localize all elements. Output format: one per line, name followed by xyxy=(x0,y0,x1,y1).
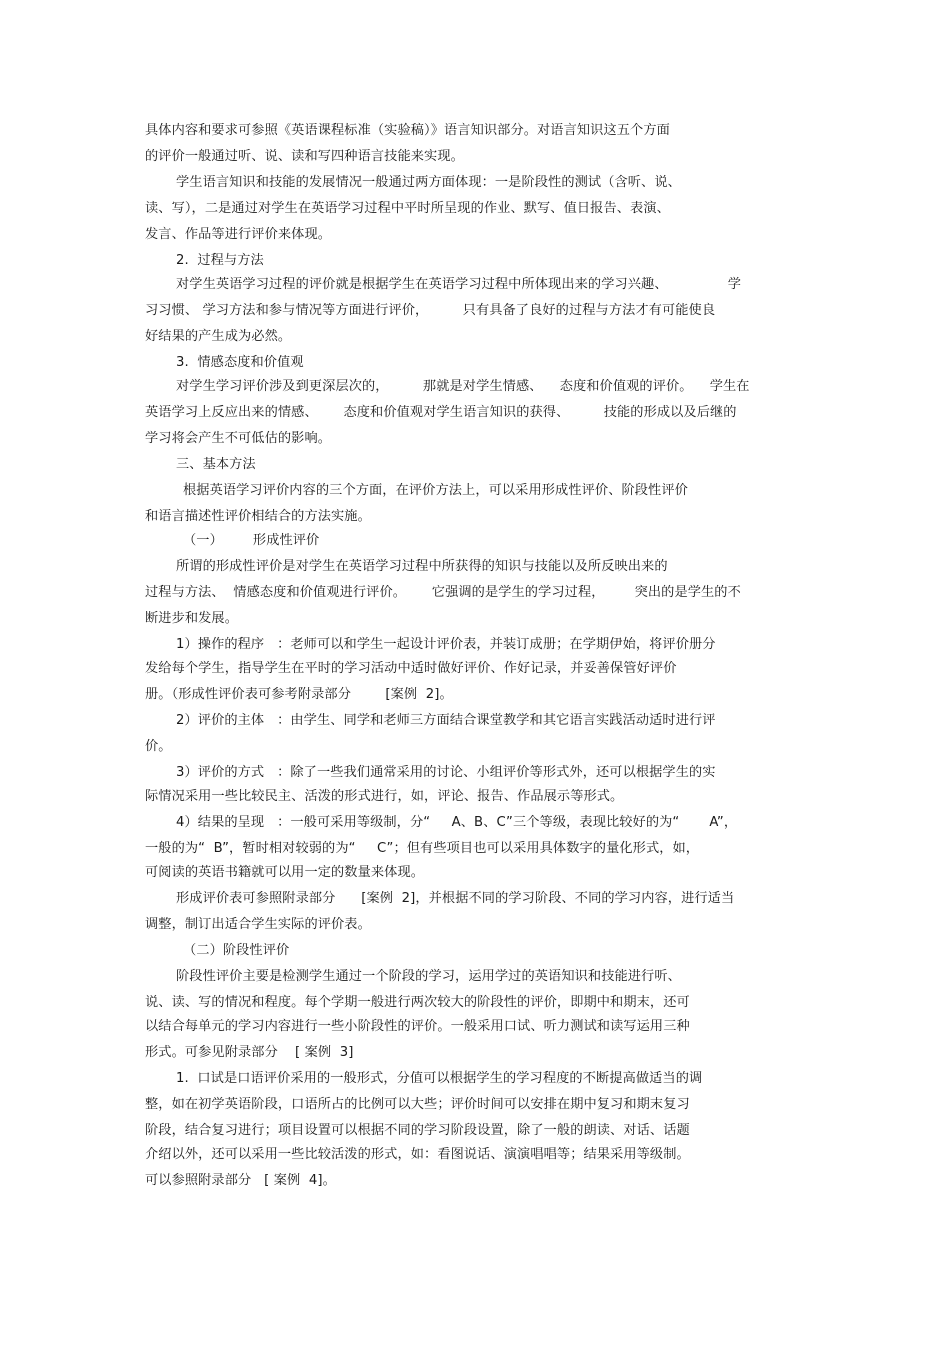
paragraph-line: 调整，制订出适合学生实际的评价表。 xyxy=(145,917,371,932)
paragraph-line: 际情况采用一些比较民主、活泼的形式进行，如，评论、报告、作品展示等形式。 xyxy=(145,789,624,804)
section-heading: （一） 形成性评价 xyxy=(183,533,320,548)
paragraph-line: 1. 口试是口语评价采用的一般形式，分值可以根据学生的学习程度的不断提高做适当的调 xyxy=(176,1071,703,1086)
paragraph-line: 断进步和发展。 xyxy=(145,611,239,626)
paragraph-line: 英语学习上反应出来的情感、 态度和价值观对学生语言知识的获得、 技能的形成以及后继的 xyxy=(145,405,737,420)
paragraph-line: 好结果的产生成为必然。 xyxy=(145,329,292,344)
paragraph-line: 对学生英语学习过程的评价就是根据学生在英语学习过程中所体现出来的学习兴趣、 学 xyxy=(176,277,742,292)
paragraph-line: 的评价一般通过听、说、读和写四种语言技能来实现。 xyxy=(145,149,464,164)
paragraph-line: 3）评价的方式 ：除了一些我们通常采用的讨论、小组评价等形式外，还可以根据学生的实 xyxy=(176,765,716,780)
section-heading: 三、基本方法 xyxy=(176,457,256,472)
paragraph-line: 具体内容和要求可参照《英语课程标准（实验稿）》语言知识部分。对语言知识这五个方面 xyxy=(145,123,670,138)
paragraph-line: 整，如在初学英语阶段，口语所占的比例可以大些；评价时间可以安排在期中复习和期末复习 xyxy=(145,1097,690,1112)
paragraph-line: 学习将会产生不可低估的影响。 xyxy=(145,431,332,446)
paragraph-line: 对学生学习评价涉及到更深层次的， 那就是对学生情感、 态度和价值观的评价。 学生在 xyxy=(176,379,750,394)
paragraph-line: 和语言描述性评价相结合的方法实施。 xyxy=(145,509,371,524)
paragraph-line: 根据英语学习评价内容的三个方面，在评价方法上，可以采用形成性评价、阶段性评价 xyxy=(183,483,688,498)
paragraph-line: 发言、作品等进行评价来体现。 xyxy=(145,227,332,242)
paragraph-line: 册。（形成性评价表可参考附录部分 [案例 2]。 xyxy=(145,687,453,702)
paragraph-line: 习习惯、 学习方法和参与情况等方面进行评价， 只有具备了良好的过程与方法才有可能使良 xyxy=(145,303,716,318)
paragraph-line: 可阅读的英语书籍就可以用一定的数量来体现。 xyxy=(145,865,425,880)
paragraph-line: 读、写），二是通过对学生在英语学习过程中平时所呈现的作业、默写、值日报告、表演、 xyxy=(145,201,670,216)
paragraph-line: 介绍以外，还可以采用一些比较活泼的形式，如：看图说话、演演唱唱等；结果采用等级制。 xyxy=(145,1147,690,1162)
paragraph-line: 说、读、写的情况和程度。每个学期一般进行两次较大的阶段性的评价，即期中和期末，还可 xyxy=(145,995,690,1010)
paragraph-line: 可以参照附录部分 [ 案例 4]。 xyxy=(145,1173,336,1188)
paragraph-line: 价。 xyxy=(145,739,172,754)
paragraph-line: 过程与方法、 情感态度和价值观进行评价。 它强调的是学生的学习过程， 突出的是学生的不 xyxy=(145,585,741,600)
paragraph-line: 发给每个学生，指导学生在平时的学习活动中适时做好评价、作好记录，并妥善保管好评价 xyxy=(145,661,677,676)
paragraph-line: 阶段性评价主要是检测学生通过一个阶段的学习，运用学过的英语知识和技能进行听、 xyxy=(176,969,681,984)
paragraph-line: 4）结果的呈现 ：一般可采用等级制，分“ A、B、C”三个等级，表现比较好的为“ A”， xyxy=(176,815,738,830)
paragraph-line: 形式。可参见附录部分 [ 案例 3] xyxy=(145,1045,354,1060)
paragraph-line: 2）评价的主体 ：由学生、同学和老师三方面结合课堂教学和其它语言实践活动适时进行评 xyxy=(176,713,716,728)
paragraph-line: 学生语言知识和技能的发展情况一般通过两方面体现：一是阶段性的测试（含听、说、 xyxy=(176,175,681,190)
paragraph-line: 1）操作的程序 ：老师可以和学生一起设计评价表，并装订成册；在学期伊始，将评价册分 xyxy=(176,637,716,652)
paragraph-line: 形成评价表可参照附录部分 [案例 2]，并根据不同的学习阶段、不同的学习内容，进行适当 xyxy=(176,891,735,906)
paragraph-line: 一般的为“ B”，暂时相对较弱的为“ C”；但有些项目也可以采用具体数字的量化形式，如， xyxy=(145,841,700,856)
paragraph-line: 阶段，结合复习进行；项目设置可以根据不同的学习阶段设置，除了一般的朗读、对话、话题 xyxy=(145,1123,690,1138)
paragraph-line: 所谓的形成性评价是对学生在英语学习过程中所获得的知识与技能以及所反映出来的 xyxy=(176,559,668,574)
section-heading: （二）阶段性评价 xyxy=(183,943,290,958)
paragraph-line: 以结合每单元的学习内容进行一些小阶段性的评价。一般采用口试、听力测试和读写运用三种 xyxy=(145,1019,690,1034)
section-heading: 2. 过程与方法 xyxy=(176,253,264,268)
section-heading: 3. 情感态度和价值观 xyxy=(176,355,304,370)
